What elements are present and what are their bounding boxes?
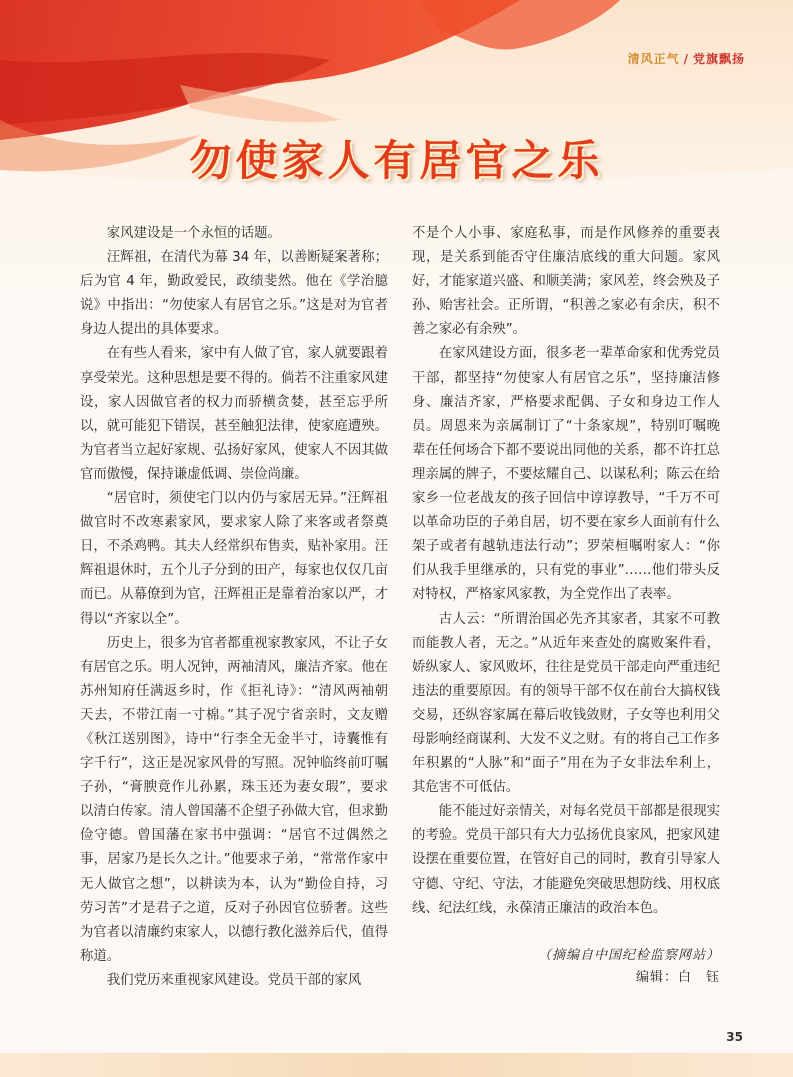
paragraph: 家风建设是一个永恒的话题。 bbox=[106, 226, 281, 241]
paragraph: 历史上，很多为官者都重视家教家风，不让子女有居官之乐。明人况钟，两袖清风，廉洁齐家。他在苏州知府任满返乡时，作《拒礼诗》：“清风两袖朝天去，不带江南一寸棉。”其子况宁省亲时，文友赠《秋江送别图》，诗中“行李全无金半寸，诗囊惟有字千行”，这正是况家风骨的写照。况钟临终前叮嘱子孙，“膏腴竟作儿孙累，珠玉还为妻女瑕”，要求以清白传家。清人曾国藩不企望子孙做大官，但求勤俭守德。曾国藩在家书中强调：“居官不过偶然之事，居家乃是长久之计。”他要求子弟，“常常作家中无人做官之想”，以耕读为本，认为“勤俭自持，习劳习苦”才是君子之道，反对子孙因官位骄奢。这些为官者以清廉约束家人，以德行教化滋养后代，值得称道。 bbox=[80, 635, 388, 964]
paragraph: “居官时，须使宅门以内仍与家居无异。”汪辉祖做官时不改寒素家风，要求家人除了来客或者祭奠日，不杀鸡鸭。其夫人经常织布售卖，贴补家用。汪辉祖退休时，五个儿子分到的田产，每家也仅仅几亩而已。从幕僚到为官，汪辉祖正是靠着治家以严，才得以“齐家以全”。 bbox=[80, 491, 388, 627]
article-title: 勿使家人有居官之乐 bbox=[189, 136, 604, 185]
section-tag bbox=[628, 50, 745, 67]
page-number: 35 bbox=[726, 1030, 743, 1044]
paragraph: 能不能过好亲情关，对每名党员干部都是很现实的考验。党员干部只有大力弘扬优良家风，把家风建设摆在重要位置，在管好自己的同时，教育引导家人守德、守纪、守法，才能避免突破思想防线、用权底线、纪法红线，永葆清正廉洁的政治本色。 bbox=[412, 804, 720, 916]
article-editor: 编辑：白 钰 bbox=[635, 970, 720, 985]
paragraph: 汪辉祖，在清代为幕 34 年，以善断疑案著称；后为官 4 年，勤政爱民，政绩斐然。他在《学治臆说》中指出：“勿使家人有居官之乐。”这是对为官者身边人提出的具体要求。 bbox=[80, 250, 388, 338]
paragraph: 在家风建设方面，很多老一辈革命家和优秀党员干部，都坚持“勿使家人有居官之乐”，坚持廉洁修身、廉洁齐家，严格要求配偶、子女和身边工作人员。周恩来为亲属制订了“十条家规”，特别叮嘱晚辈在任何场合下都不要说出同他的关系，都不许扛总理亲属的牌子，不要炫耀自己、以谋私利；陈云在给家乡一位老战友的孩子回信中谆谆教导，“千万不可以革命功臣的子弟自居，切不要在家乡人面前有什么架子或者有越轨违法行动”；罗荣桓嘱咐家人：“你们从我手里继承的，只有党的事业”……他们带头反对特权，严格家风家教，为全党作出了表率。 bbox=[412, 346, 720, 603]
article-source: （摘编自中国纪检监察网站） bbox=[537, 948, 720, 963]
paragraph: 在有些人看来，家中有人做了官，家人就要跟着享受荣光。这种思想是要不得的。倘若不注重家风建设，家人因做官者的权力而骄横贪婪，甚至忘乎所以，就可能犯下错误，甚至触犯法律，使家庭遭殃。为官者当立起好家规、弘扬好家风，使家人不因其做官而傲慢，保持谦虚低调、崇俭尚廉。 bbox=[80, 346, 388, 482]
paragraph: 我们党历来重视家风建设。党员干部的家风 bbox=[106, 972, 362, 988]
paragraph: 不是个人小事、家庭私事，而是作风修养的重要表现，是关系到能否守住廉洁底线的重大问题。家风好，才能家道兴盛、和顺美满；家风差，终会殃及子孙、贻害社会。正所谓，“积善之家必有余庆，积不善之家必有余殃”。 bbox=[412, 226, 720, 338]
section-tag-separator: / bbox=[683, 52, 689, 66]
paragraph: 古人云：“所谓治国必先齐其家者，其家不可教而能教人者，无之。”从近年来查处的腐败案件看，娇纵家人、家风败坏，往往是党员干部走向严重违纪违法的重要原因。有的领导干部不仅在前台大搞权钱交易，还纵容家属在幕后收钱敛财，子女等也利用父母影响经商谋利、大发不义之财。有的将自己工作多年积累的“人脉”和“面子”用在为子女非法牟利上，其危害不可低估。 bbox=[412, 611, 720, 796]
article-column-left bbox=[80, 222, 388, 993]
section-tag-primary: 清风正气 bbox=[627, 52, 680, 66]
article-column-right bbox=[412, 222, 720, 921]
footer-band bbox=[0, 1053, 793, 1077]
section-tag-secondary: 党旗飘扬 bbox=[692, 52, 745, 66]
